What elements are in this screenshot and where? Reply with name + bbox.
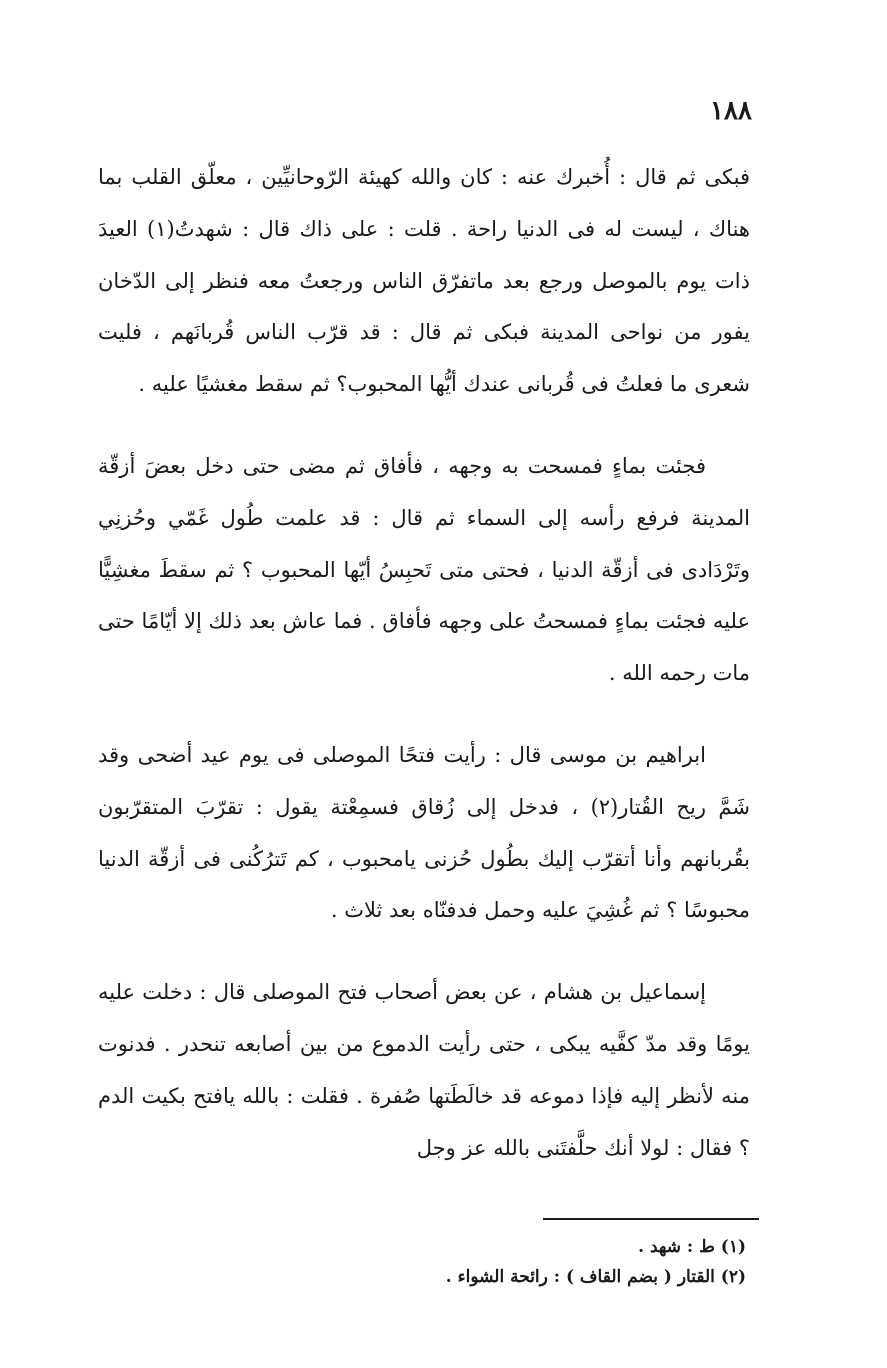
main-text bbox=[98, 152, 750, 1174]
footnote-item: (١) ط : شهد . bbox=[638, 1237, 746, 1257]
paragraph: إسماعيل بن هشام ، عن بعض أصحاب فتح الموصلى قال : دخلت عليه يومًا وقد مدّ كفَّيه يبكى ، حتى رأيت الدموع من بين أصابعه تنحدر . فدنوت منه لأنظر إليه فإذا دموعه قد خالَطَتها صُفرة . فقلت : بالله يافتح بكيت الدم ؟ فقال : لولا أنك حلَّفتَنى بالله عز وجل bbox=[98, 980, 750, 1160]
footnotes bbox=[300, 1232, 746, 1292]
paragraph: فجئت بماءٍ فمسحت به وجهه ، فأفاق ثم مضى حتى دخل بعضَ أزقّة المدينة فرفع رأسه إلى السماء ثم قال : قد علمت طُول غَمّي وحُزنِي وتَرْدَادى فى أزقّة الدنيا ، فحتى متى تَحبِسُ أيّها المحبوب ؟ ثم سقطَ مغشِيًّا عليه فجئت بماءٍ فمسحتُ على وجهه فأفاق . فما عاش بعد ذلك إلا أيّامًا حتى مات رحمه الله . bbox=[98, 453, 750, 686]
footnote-divider bbox=[543, 1218, 759, 1220]
paragraph: ابراهيم بن موسى قال : رأيت فتحًا الموصلى فى يوم عيد أضحى وقد شَمَّ ريح القُتار(٢) ، فدخل إلى زُقاق فسمِعْتة يقول : تقرّبَ المتقرّبون بقُربانهم وأنا أتقرّب إليك بطُول حُزنى يامحبوب ، كم تَترُكُنى فى أزقّة الدنيا محبوسًا ؟ ثم غُشِيَ عليه وحمل فدفنّاه بعد ثلاث . bbox=[98, 742, 750, 923]
paragraph: فبكى ثم قال : أُخبرك عنه : كان والله كهيئة الرّوحانيِّين ، معلّق القلب بما هناك ، ليست له فى الدنيا راحة . قلت : على ذاك قال : شهدتُ(١) العيدَ ذات يوم بالموصل ورجع بعد ماتفرّق الناس ورجعتُ معه فنظر إلى الدّخان يفور من نواحى المدينة فبكى ثم قال : قد قرّب الناس قُربانَهم ، فليت شعرى ما فعلتُ فى قُربانى عندك أيُّها المحبوب؟ ثم سقط مغشيًا عليه . bbox=[98, 165, 750, 397]
page-number: ١٨٨ bbox=[710, 96, 752, 126]
footnote-item: (٢) القتار ( بضم القاف ) : رائحة الشواء . bbox=[445, 1267, 746, 1287]
